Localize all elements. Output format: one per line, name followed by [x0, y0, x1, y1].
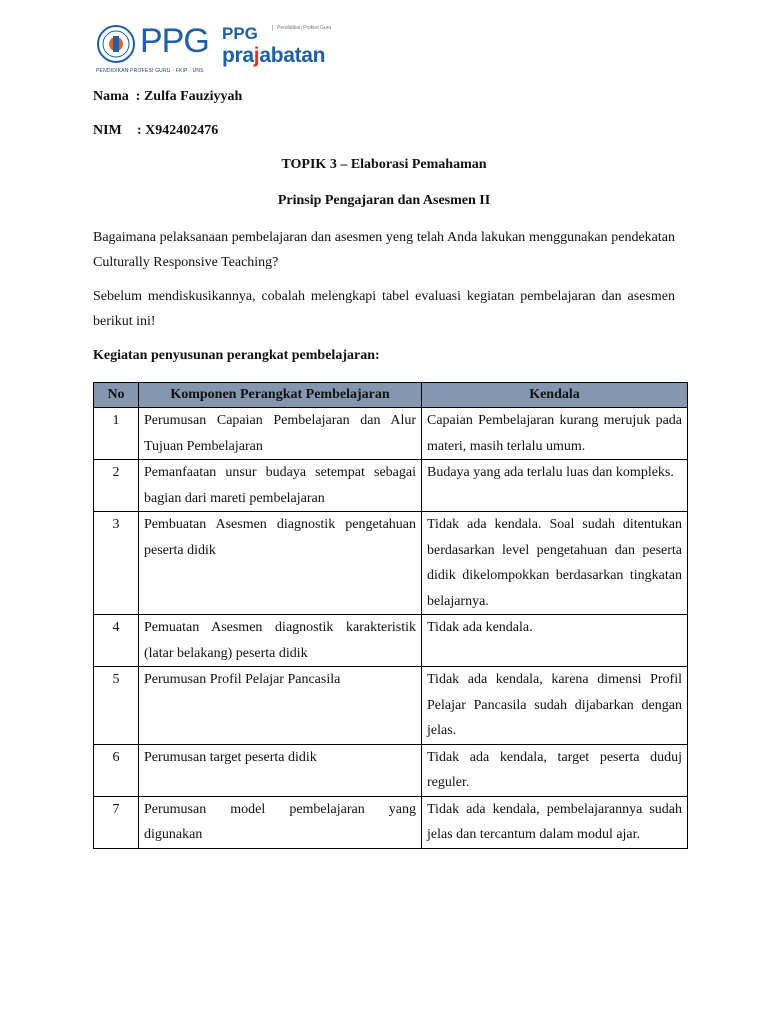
row-kendala: Tidak ada kendala.: [422, 615, 688, 667]
column-header-no: No: [94, 383, 139, 408]
nim-value: : X942402476: [137, 123, 219, 138]
prajabatan-brand: prajabatan: [222, 44, 326, 67]
row-komponen: Pemuatan Asesmen diagnostik karakteristik (latar belakang) peserta didik: [139, 615, 422, 667]
row-number: 2: [94, 460, 139, 512]
row-kendala: Budaya yang ada terlalu luas dan kompleks.: [422, 460, 688, 512]
name-label: Nama: [93, 89, 129, 104]
topic-subtitle: Prinsip Pengajaran dan Asesmen II: [277, 193, 491, 208]
row-number: 1: [94, 408, 139, 460]
ppg-brand-note: Pendidikan Profesi Guru: [272, 25, 331, 31]
row-number: 6: [94, 744, 139, 796]
topic-title: TOPIK 3 – Elaborasi Pemahaman: [281, 157, 487, 172]
table-row: [94, 796, 688, 848]
table-row: [94, 460, 688, 512]
row-komponen: Pemanfaatan unsur budaya setempat sebagai bagian dari mareti pembelajaran: [139, 460, 422, 512]
ppg-logo-mark: PPG: [140, 22, 209, 60]
row-kendala: Tidak ada kendala, target peserta duduj reguler.: [422, 744, 688, 796]
row-kendala: Tidak ada kendala, karena dimensi Profil Pelajar Pancasila sudah dijabarkan dengan jelas.: [422, 667, 688, 745]
row-komponen: Pembuatan Asesmen diagnostik pengetahuan peserta didik: [139, 512, 422, 615]
university-seal-icon: [96, 24, 136, 64]
row-number: 7: [94, 796, 139, 848]
question-paragraph: Bagaimana pelaksanaan pembelajaran dan asesmen yeng telah Anda lakukan menggunakan pendekatan Culturally Responsive Teaching?: [93, 230, 675, 270]
row-number: 4: [94, 615, 139, 667]
column-header-kendala: Kendala: [422, 383, 688, 408]
table-row: [94, 512, 688, 615]
row-kendala: Tidak ada kendala, pembelajarannya sudah jelas dan tercantum dalam modul ajar.: [422, 796, 688, 848]
nim-line: [93, 123, 218, 139]
table-row: [94, 667, 688, 745]
name-line: [93, 89, 242, 105]
row-komponen: Perumusan Profil Pelajar Pancasila: [139, 667, 422, 745]
column-header-komponen: Komponen Perangkat Pembelajaran: [139, 383, 422, 408]
header-logos: [96, 22, 356, 78]
nim-label: NIM: [93, 123, 122, 138]
row-komponen: Perumusan target peserta didik: [139, 744, 422, 796]
row-number: 3: [94, 512, 139, 615]
row-komponen: Perumusan model pembelajaran yang digunakan: [139, 796, 422, 848]
row-kendala: Tidak ada kendala. Soal sudah ditentukan berdasarkan level pengetahuan dan peserta didik dikelompokkan berdasarkan tingkatan belajarnya.: [422, 512, 688, 615]
name-value: : Zulfa Fauziyyah: [135, 89, 243, 104]
table-row: [94, 744, 688, 796]
row-komponen: Perumusan Capaian Pembelajaran dan Alur Tujuan Pembelajaran: [139, 408, 422, 460]
instruction-paragraph: Sebelum mendiskusikannya, cobalah melengkapi tabel evaluasi kegiatan pembelajaran dan asesmen berikut ini!: [93, 289, 675, 329]
ppg-brand: PPG: [222, 24, 258, 43]
section-heading: Kegiatan penyusunan perangkat pembelajaran:: [93, 348, 380, 363]
table-row: [94, 408, 688, 460]
ppg-logo-subtitle: PENDIDIKAN PROFESI GURU · FKIP · UNS: [96, 68, 204, 74]
table-row: [94, 615, 688, 667]
row-kendala: Capaian Pembelajaran kurang merujuk pada materi, masih terlalu umum.: [422, 408, 688, 460]
table-header-row: [94, 383, 688, 408]
row-number: 5: [94, 667, 139, 745]
evaluation-table: [93, 382, 688, 849]
